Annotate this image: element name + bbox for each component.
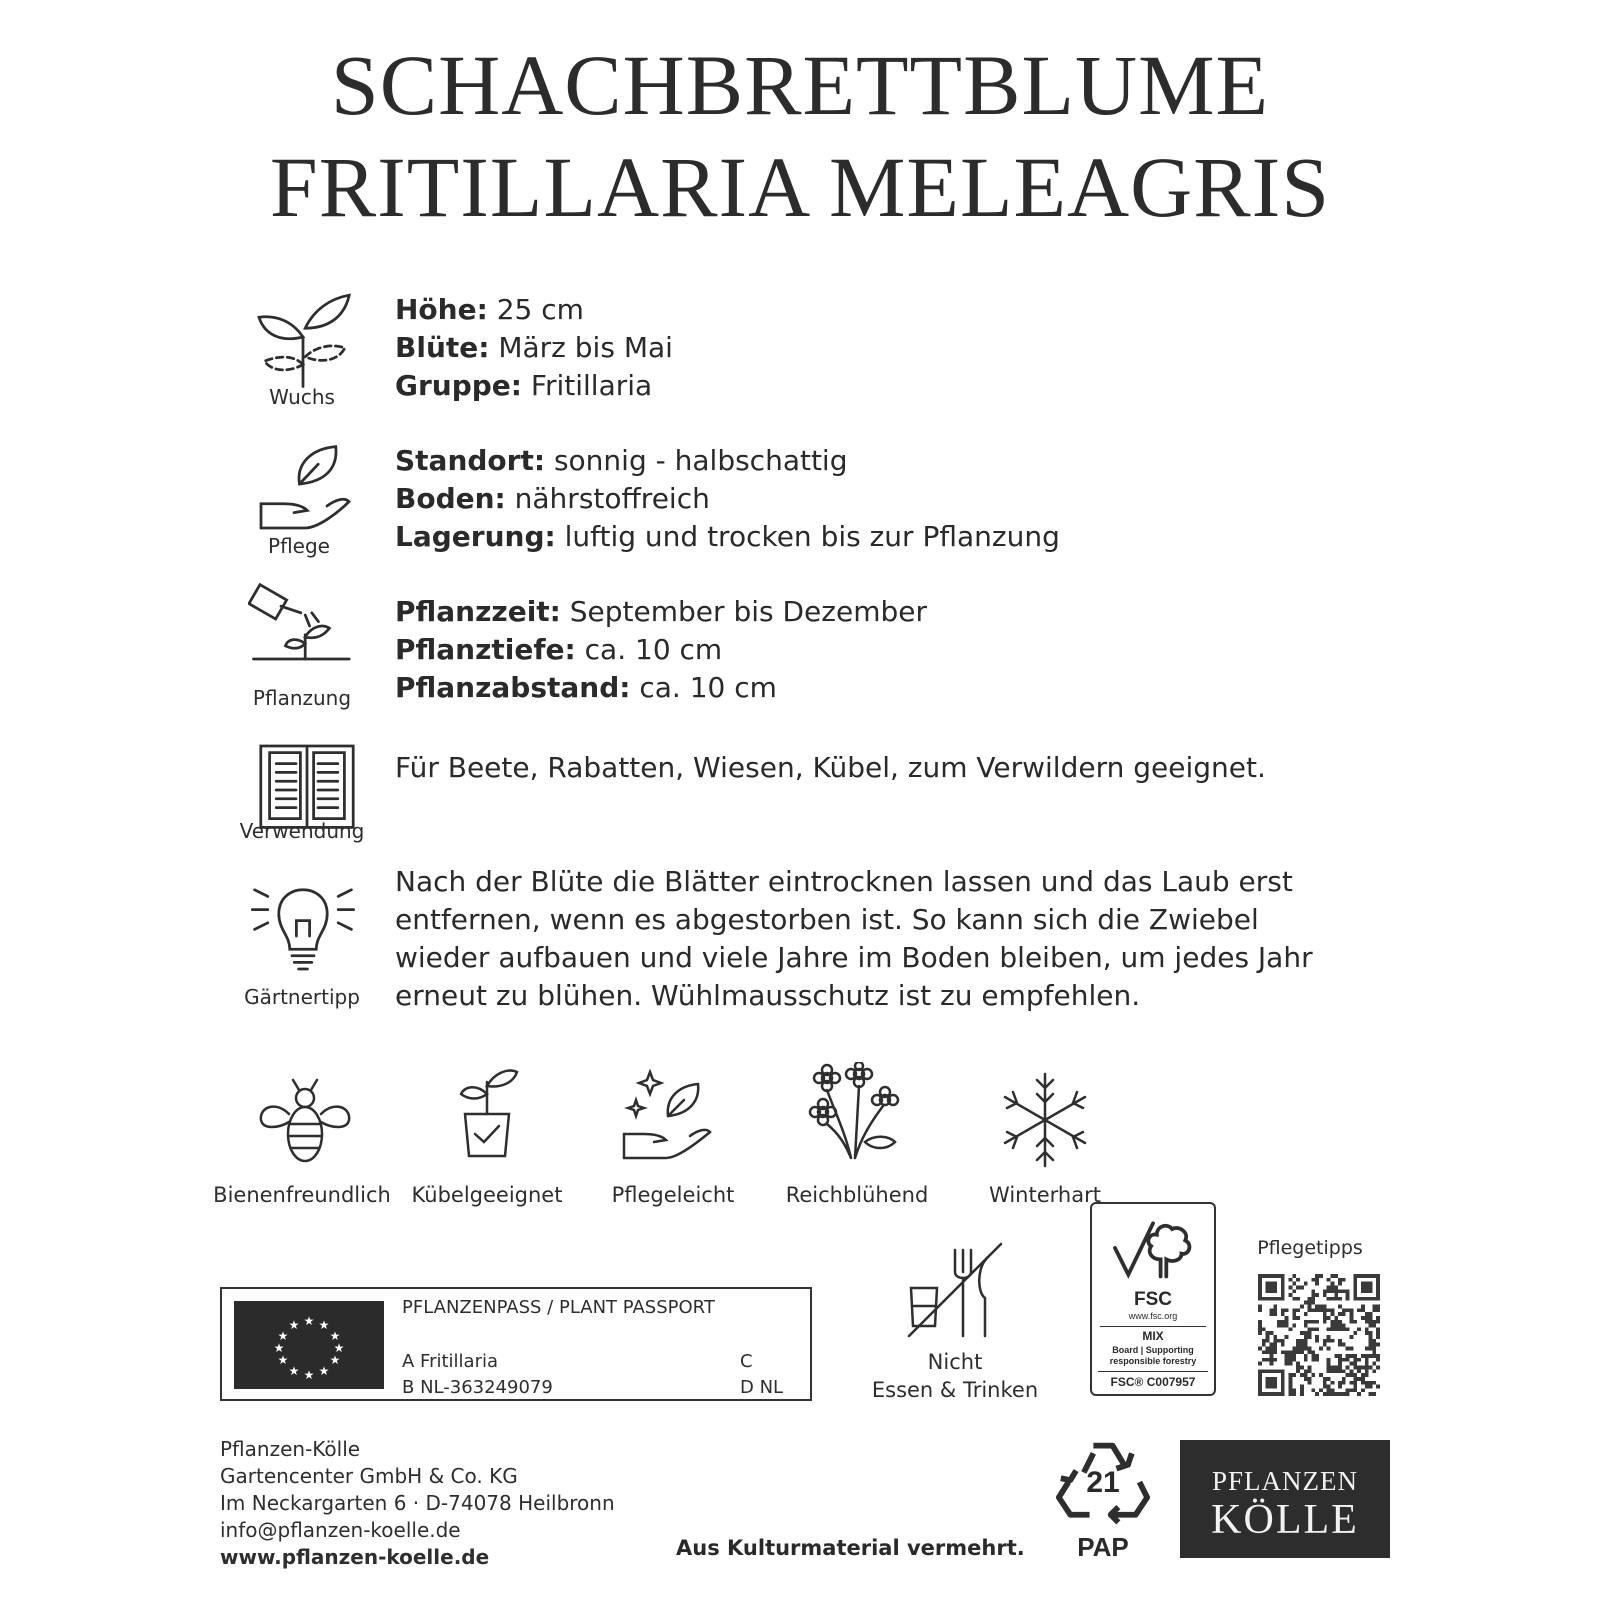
pflanzung-info: [395, 593, 927, 707]
feature-label-winterhart: Winterhart: [989, 1183, 1101, 1207]
wuchs-info: [395, 291, 673, 405]
address-website[interactable]: www.pflanzen-koelle.de: [220, 1545, 490, 1569]
title-line-2: FRITILLARIA MELEAGRIS: [269, 139, 1331, 235]
address-company: Pflanzen-Kölle: [220, 1437, 361, 1461]
address-legal: Gartencenter GmbH & Co. KG: [220, 1464, 518, 1488]
svg-text:★: ★: [329, 1329, 341, 1343]
sprout-leaves-icon: [248, 282, 358, 392]
no-eat-drink-icon: [905, 1240, 1005, 1340]
brand-logo: PFLANZEN KÖLLE: [1180, 1440, 1390, 1558]
plant-passport: [220, 1287, 812, 1401]
passport-c: C: [740, 1351, 753, 1372]
svg-text:★: ★: [329, 1353, 341, 1367]
svg-text:★: ★: [288, 1364, 300, 1378]
snowflake-icon: [995, 1070, 1095, 1170]
svg-text:★: ★: [318, 1364, 330, 1378]
recycling-icon: [1055, 1436, 1151, 1566]
hand-leaf-sparkle-icon: [620, 1068, 720, 1168]
svg-text:★: ★: [333, 1341, 345, 1355]
propagation-note: Aus Kulturmaterial vermehrt.: [676, 1536, 1025, 1560]
flowers-icon: [805, 1062, 905, 1162]
passport-d: D NL: [740, 1377, 784, 1398]
verwendung-text: Für Beete, Rabatten, Wiesen, Kübel, zum Verwildern geeignet.: [395, 751, 1266, 784]
passport-b: B NL-363249079: [402, 1377, 553, 1398]
no-eat-drink-label: Nicht Essen & Trinken: [871, 1350, 1039, 1402]
feature-label-reichbluehend: Reichblühend: [785, 1183, 929, 1207]
tip-line-3: wieder aufbauen und viele Jahre im Boden bleiben, um jedes Jahr: [395, 941, 1313, 974]
feature-label-bienenfreundlich: Bienenfreundlich: [213, 1183, 391, 1207]
fsc-label: FSC www.fsc.org MIX Board | Supporting responsible forestry FSC® C007957: [1090, 1202, 1216, 1396]
pflanzzeit-row: Pflanzzeit: September bis Dezember: [395, 595, 927, 628]
address-street: Im Neckargarten 6 · D-74078 Heilbronn: [220, 1491, 615, 1515]
potted-plant-check-icon: [437, 1060, 537, 1160]
pflanztiefe-row: Pflanztiefe: ca. 10 cm: [395, 633, 723, 666]
pflege-label: Pflege: [268, 534, 330, 558]
passport-heading: PFLANZENPASS / PLANT PASSPORT: [402, 1297, 715, 1318]
bluete-row: Blüte: März bis Mai: [395, 331, 673, 364]
address-block: [220, 1436, 615, 1571]
svg-text:★: ★: [277, 1353, 289, 1367]
tip-line-1: Nach der Blüte die Blätter eintrocknen lassen und das Laub erst: [395, 865, 1293, 898]
verwendung-label: Verwendung: [239, 819, 365, 843]
recycling-number: 21: [1086, 1466, 1120, 1499]
svg-text:★: ★: [277, 1329, 289, 1343]
bee-icon: [255, 1072, 355, 1172]
light-bulb-icon: [248, 870, 358, 980]
svg-text:★: ★: [273, 1341, 285, 1355]
feature-label-kuebelgeeignet: Kübelgeeignet: [411, 1183, 563, 1207]
gaertnertipp-text: [395, 863, 1313, 1015]
pflanzabstand-row: Pflanzabstand: ca. 10 cm: [395, 671, 777, 704]
pflanzung-label: Pflanzung: [252, 686, 352, 710]
svg-text:★: ★: [303, 1368, 315, 1382]
fsc-tree-icon: [1105, 1210, 1201, 1286]
svg-text:★: ★: [318, 1318, 330, 1332]
boden-row: Boden: nährstoffreich: [395, 482, 710, 515]
svg-text:★: ★: [288, 1318, 300, 1332]
tip-line-2: entfernen, wenn es abgestorben ist. So kann sich die Zwiebel: [395, 903, 1259, 936]
watering-can-seedling-icon: [248, 582, 358, 692]
gruppe-row: Gruppe: Fritillaria: [395, 369, 653, 402]
standort-row: Standort: sonnig - halbschattig: [395, 444, 848, 477]
title-line-1: SCHACHBRETTBLUME: [330, 37, 1270, 133]
eu-flag-icon: [234, 1301, 384, 1389]
recycling-code: PAP: [1077, 1532, 1129, 1562]
feature-label-pflegeleicht: Pflegeleicht: [611, 1183, 735, 1207]
gaertnertipp-label: Gärtnertipp: [244, 985, 360, 1009]
address-email[interactable]: info@pflanzen-koelle.de: [220, 1518, 461, 1542]
svg-text:★: ★: [303, 1314, 315, 1328]
wuchs-label: Wuchs: [269, 385, 335, 409]
pflege-info: [395, 442, 1060, 556]
qr-label: Pflegetipps: [1257, 1237, 1363, 1259]
tip-line-4: erneut zu blühen. Wühlmausschutz ist zu empfehlen.: [395, 979, 1141, 1012]
qr-code-icon[interactable]: [1255, 1274, 1383, 1396]
hoehe-row: Höhe: 25 cm: [395, 293, 584, 326]
passport-a: A Fritillaria: [402, 1351, 499, 1372]
lagerung-row: Lagerung: luftig und trocken bis zur Pflanzung: [395, 520, 1060, 553]
